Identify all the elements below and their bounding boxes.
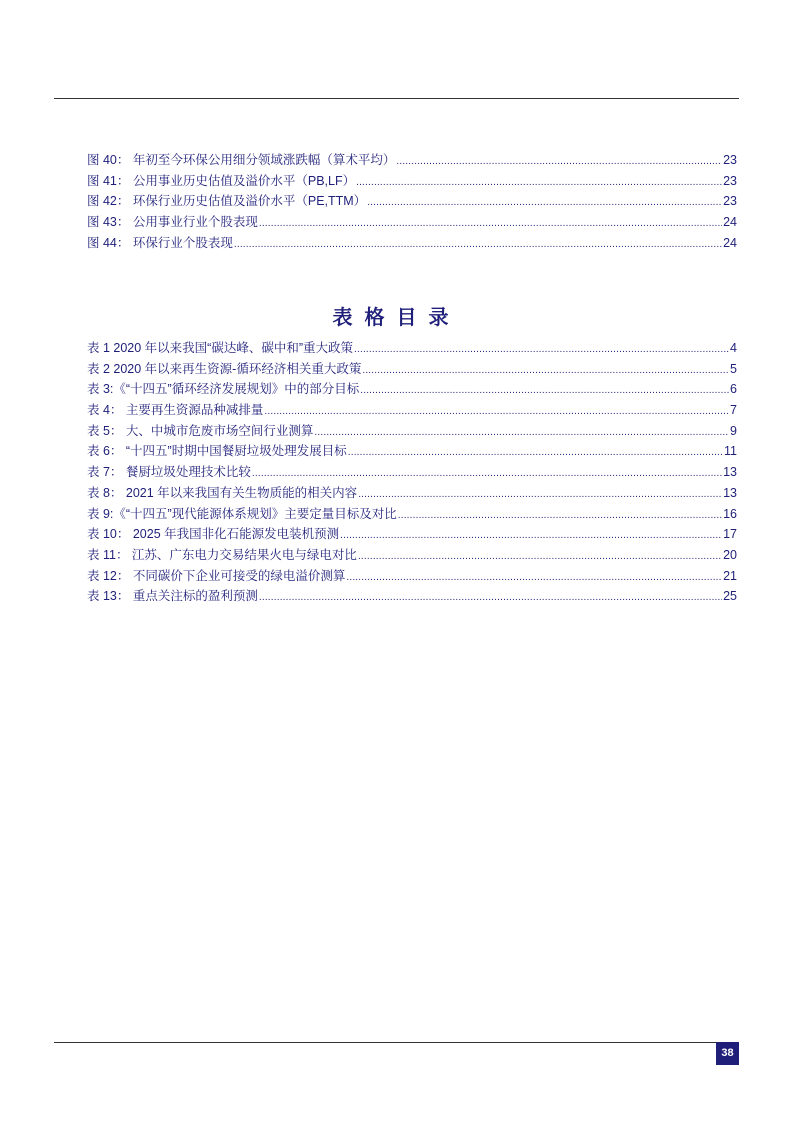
leader-dots xyxy=(396,152,722,173)
entry-page: 9 xyxy=(730,423,737,438)
page-number-badge: 38 xyxy=(716,1042,739,1065)
leader-dots xyxy=(356,173,722,194)
entry-label: 表 2 2020 年以来再生资源-循环经济相关重大政策 xyxy=(87,361,362,376)
leader-dots xyxy=(358,485,722,506)
leader-dots xyxy=(360,381,729,402)
figure-entry[interactable] xyxy=(87,212,737,233)
entry-page: 21 xyxy=(723,568,737,583)
leader-dots xyxy=(259,214,722,235)
entry-label: 图 42： 环保行业历史估值及溢价水平（PE,TTM） xyxy=(87,194,367,209)
entry-page: 4 xyxy=(730,341,737,355)
tables-heading: 表格目录 xyxy=(332,305,461,329)
figure-entry[interactable] xyxy=(87,171,737,192)
entry-page: 17 xyxy=(723,527,737,542)
entry-label: 表 9:《“十四五”现代能源体系规划》主要定量目标及对比 xyxy=(87,506,397,521)
figure-entry[interactable] xyxy=(87,191,737,212)
table-entry[interactable] xyxy=(87,483,737,504)
entry-page: 5 xyxy=(730,361,737,376)
leader-dots xyxy=(358,547,722,568)
table-entry[interactable] xyxy=(87,359,737,380)
table-entry[interactable] xyxy=(87,441,737,462)
entry-label: 图 44： 环保行业个股表现 xyxy=(87,235,233,250)
leader-dots xyxy=(354,340,729,361)
entry-page: 7 xyxy=(730,403,737,418)
leader-dots xyxy=(234,235,722,256)
entry-label: 表 8： 2021 年以来我国有关生物质能的相关内容 xyxy=(87,485,358,500)
entry-page: 23 xyxy=(723,194,737,209)
table-entry[interactable] xyxy=(87,524,737,545)
entry-page: 16 xyxy=(723,506,737,521)
table-entry[interactable] xyxy=(87,545,737,566)
entry-page: 25 xyxy=(723,589,737,604)
entry-page: 20 xyxy=(723,547,737,562)
table-entry[interactable] xyxy=(87,586,737,607)
entry-label: 表 7： 餐厨垃圾处理技术比较 xyxy=(87,465,251,480)
table-entry[interactable] xyxy=(87,338,737,359)
entry-label: 表 11： 江苏、广东电力交易结果火电与绿电对比 xyxy=(87,547,357,562)
entry-label: 表 10： 2025 年我国非化石能源发电装机预测 xyxy=(87,527,340,542)
entry-label: 表 3:《“十四五”循环经济发展规划》中的部分目标 xyxy=(87,382,360,397)
leader-dots xyxy=(362,361,729,382)
leader-dots xyxy=(346,568,722,589)
figure-entry[interactable] xyxy=(87,150,737,171)
leader-dots xyxy=(264,402,729,423)
leader-dots xyxy=(398,506,722,527)
entry-page: 24 xyxy=(723,235,737,250)
table-entry[interactable] xyxy=(87,400,737,421)
figure-entry[interactable] xyxy=(87,233,737,254)
entry-page: 23 xyxy=(723,153,737,167)
leader-dots xyxy=(367,193,722,214)
header-rule xyxy=(54,98,739,99)
entry-label: 表 13： 重点关注标的盈利预测 xyxy=(87,589,258,604)
entry-label: 表 5： 大、中城市危废市场空间行业测算 xyxy=(87,423,314,438)
entry-page: 13 xyxy=(723,465,737,480)
figure-list xyxy=(87,150,737,253)
entry-label: 图 41： 公用事业历史估值及溢价水平（PB,LF） xyxy=(87,173,356,188)
leader-dots xyxy=(314,423,729,444)
table-entry[interactable] xyxy=(87,566,737,587)
table-entry[interactable] xyxy=(87,421,737,442)
entry-page: 24 xyxy=(723,215,737,230)
leader-dots xyxy=(340,526,722,547)
table-entry[interactable] xyxy=(87,504,737,525)
entry-label: 表 12： 不同碳价下企业可接受的绿电溢价测算 xyxy=(87,568,346,583)
entry-page: 23 xyxy=(723,173,737,188)
leader-dots xyxy=(348,443,723,464)
footer-rule xyxy=(54,1042,739,1043)
table-entry[interactable] xyxy=(87,462,737,483)
entry-page: 11 xyxy=(724,444,737,459)
entry-page: 6 xyxy=(730,382,737,397)
entry-label: 表 4： 主要再生资源品种减排量 xyxy=(87,403,264,418)
entry-label: 表 6： “十四五”时期中国餐厨垃圾处理发展目标 xyxy=(87,444,347,459)
leader-dots xyxy=(259,588,722,609)
entry-label: 图 40： 年初至今环保公用细分领域涨跌幅（算术平均） xyxy=(87,153,396,167)
table-entry[interactable] xyxy=(87,379,737,400)
entry-label: 表 1 2020 年以来我国“碳达峰、碳中和”重大政策 xyxy=(87,341,354,355)
leader-dots xyxy=(252,464,722,485)
entry-page: 13 xyxy=(723,485,737,500)
entry-label: 图 43： 公用事业行业个股表现 xyxy=(87,215,258,230)
table-list xyxy=(87,338,737,607)
